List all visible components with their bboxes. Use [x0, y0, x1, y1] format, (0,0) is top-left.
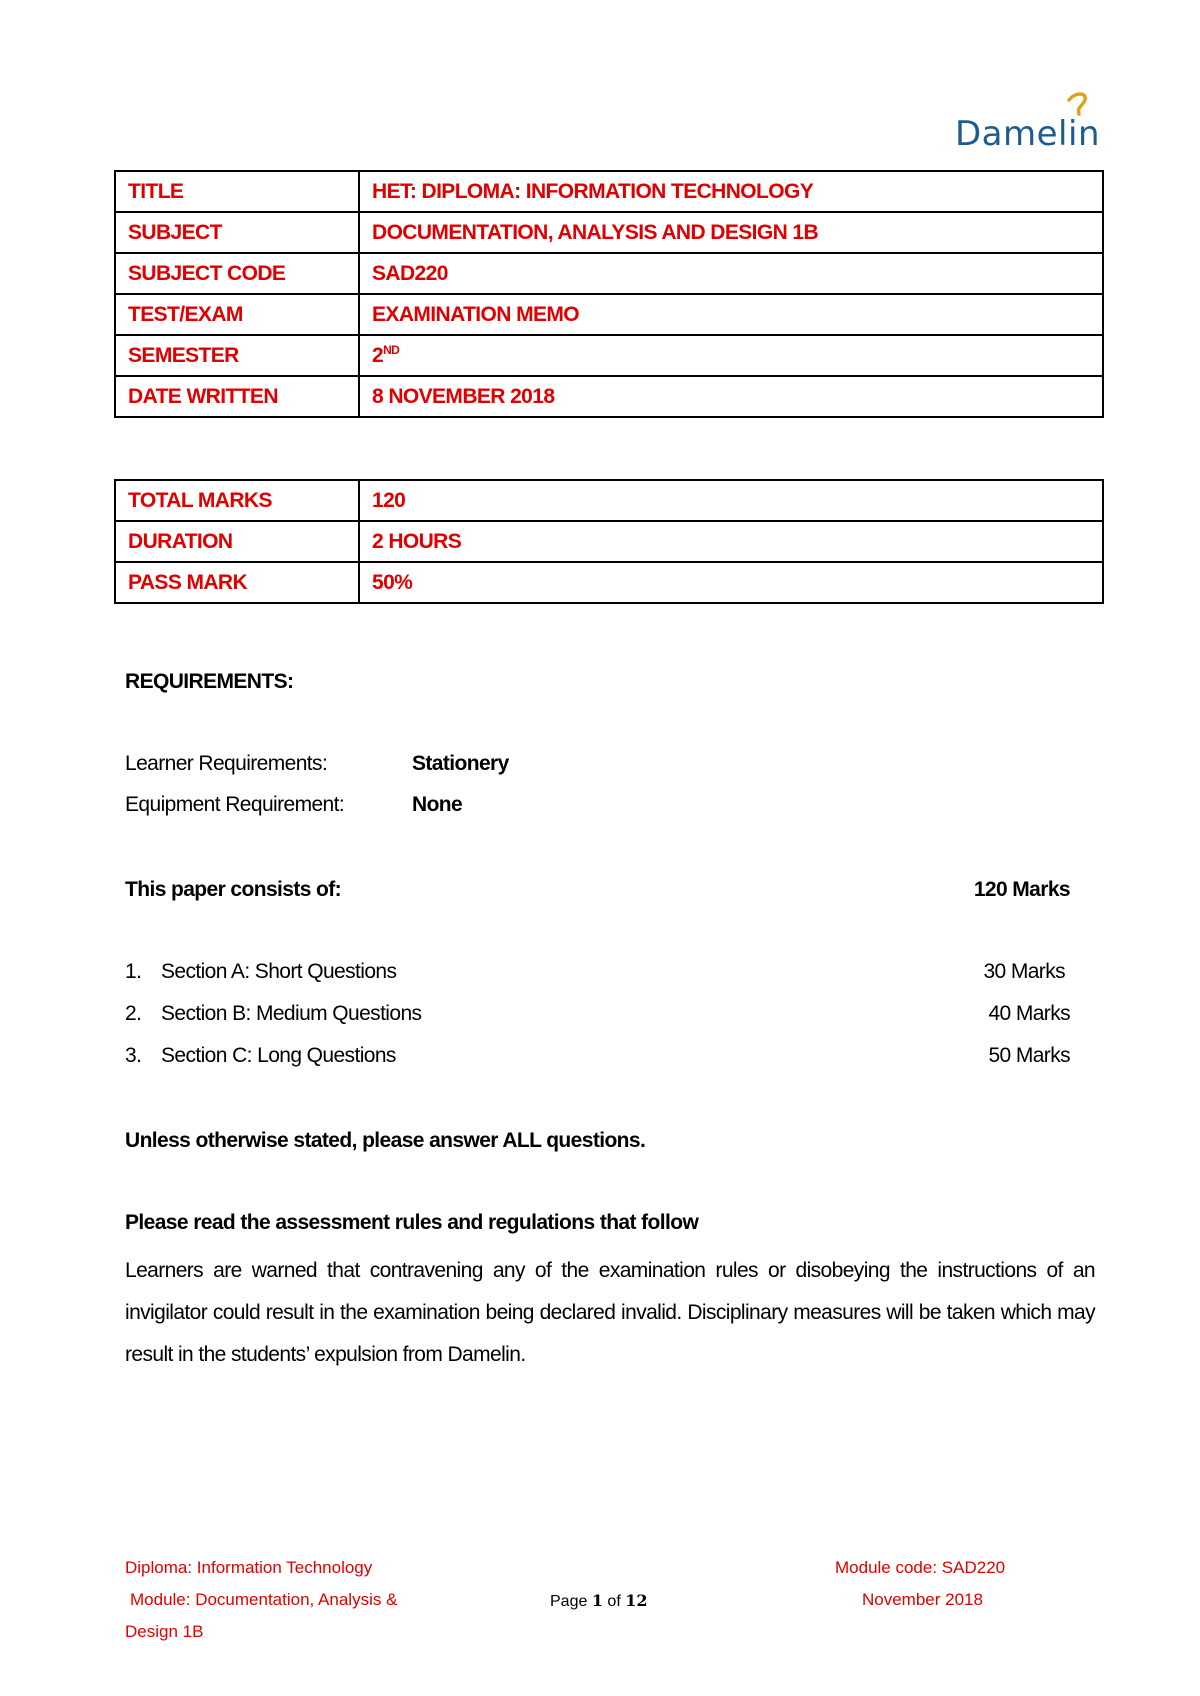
table-row: [115, 335, 1103, 376]
page-word: Page: [550, 1593, 588, 1610]
equipment-requirement-value: None: [412, 793, 463, 816]
page-number: [550, 1591, 647, 1611]
section-number: 2.: [125, 1002, 142, 1025]
paper-consists-label: This paper consists of:: [125, 878, 342, 901]
section-marks: 40 Marks: [988, 1002, 1070, 1025]
answer-instruction: Unless otherwise stated, please answer ALL questions.: [125, 1129, 646, 1152]
section-marks: 50 Marks: [988, 1044, 1070, 1067]
rules-paragraph: Learners are warned that contravening any of the examination rules or disobeying the instructions of an invigilator could result in the examination being declared invalid. Disciplinary measures will be taken which may result in the students’ expulsion from Damelin.: [125, 1259, 1095, 1366]
footer-module-line1: Module: Documentation, Analysis &: [130, 1590, 398, 1609]
table-row: [115, 480, 1103, 521]
section-number: 3.: [125, 1044, 142, 1067]
footer-module-code: Module code: SAD220: [835, 1558, 1006, 1577]
page-current: 1: [591, 1591, 603, 1610]
page-of: of: [607, 1593, 621, 1610]
learner-requirements-value: Stationery: [412, 752, 509, 775]
info-label: DATE WRITTEN: [115, 376, 359, 417]
info-label: TITLE: [115, 171, 359, 212]
table-row: [115, 294, 1103, 335]
footer-diploma: Diploma: Information Technology: [125, 1558, 373, 1577]
section-number: 1.: [125, 960, 142, 983]
section-marks: 30 Marks: [983, 960, 1065, 983]
table-row: [115, 521, 1103, 562]
info-value: EXAMINATION MEMO: [359, 294, 1103, 335]
marks-table: [114, 479, 1104, 604]
footer-date: November 2018: [862, 1590, 983, 1609]
learner-requirements-label: Learner Requirements:: [125, 752, 328, 775]
marks-value: 50%: [359, 562, 1103, 603]
page-total: 12: [625, 1591, 648, 1610]
table-row: [115, 253, 1103, 294]
logo-text: Damelin: [955, 114, 1100, 154]
info-value: HET: DIPLOMA: INFORMATION TECHNOLOGY: [359, 171, 1103, 212]
damelin-logo: [955, 88, 1105, 158]
paper-total-marks: 120 Marks: [973, 878, 1070, 901]
marks-label: DURATION: [115, 521, 359, 562]
marks-label: TOTAL MARKS: [115, 480, 359, 521]
info-value: SAD220: [359, 253, 1103, 294]
equipment-requirement-label: Equipment Requirement:: [125, 793, 345, 816]
exam-info-table: [114, 170, 1104, 418]
section-name: Section B: Medium Questions: [161, 1002, 422, 1025]
requirements-heading: REQUIREMENTS:: [125, 670, 294, 693]
section-name: Section C: Long Questions: [161, 1044, 396, 1067]
marks-label: PASS MARK: [115, 562, 359, 603]
table-row: [115, 212, 1103, 253]
semester-suffix: ND: [383, 343, 400, 357]
marks-value: 120: [359, 480, 1103, 521]
info-value: 8 NOVEMBER 2018: [359, 376, 1103, 417]
footer-module-line2: Design 1B: [125, 1622, 204, 1641]
info-label: SUBJECT: [115, 212, 359, 253]
semester-number: 2: [372, 344, 384, 367]
table-row: [115, 562, 1103, 603]
info-label: TEST/EXAM: [115, 294, 359, 335]
marks-value: 2 HOURS: [359, 521, 1103, 562]
rules-heading: Please read the assessment rules and regulations that follow: [125, 1211, 699, 1234]
info-value: DOCUMENTATION, ANALYSIS AND DESIGN 1B: [359, 212, 1103, 253]
info-label: SUBJECT CODE: [115, 253, 359, 294]
info-value: [359, 335, 1103, 376]
section-name: Section A: Short Questions: [161, 960, 397, 983]
table-row: [115, 376, 1103, 417]
info-label: SEMESTER: [115, 335, 359, 376]
table-row: [115, 171, 1103, 212]
